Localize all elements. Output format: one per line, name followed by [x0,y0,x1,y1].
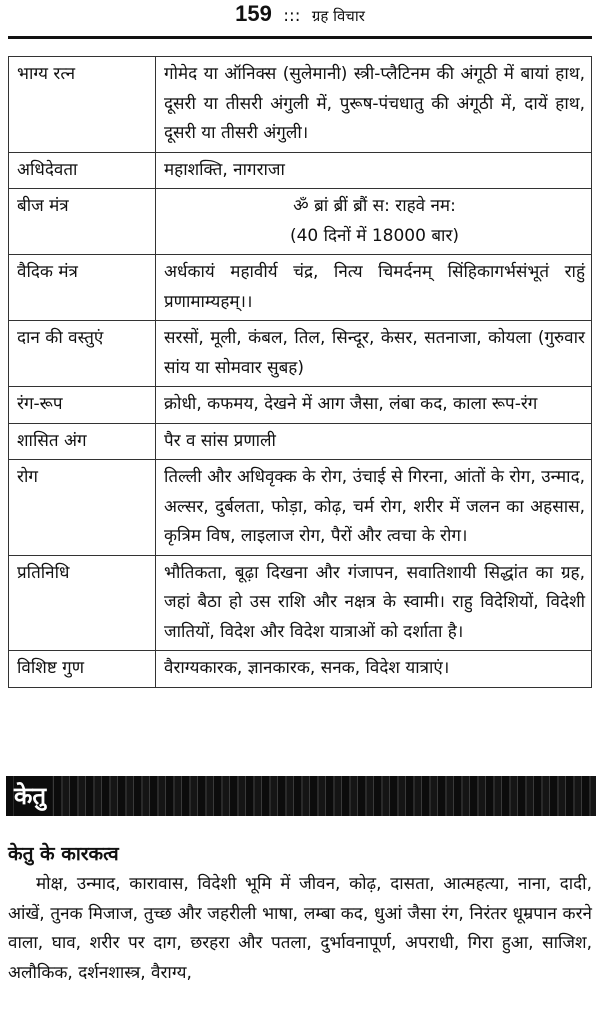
table-row [9,321,592,387]
row-value: गोमेद या ऑनिक्स (सुलेमानी) स्त्री-प्लैटिनम की अंगूठी में बायां हाथ, दूसरी या तीसरी अंगुली में, पुरूष-पंचधातु की अंगूठी में, दायें हाथ, दूसरी या तीसरी अंगुली। [156,57,592,153]
header-separator: ::: [283,6,301,26]
row-key: प्रतिनिधि [9,555,156,651]
row-key: रोग [9,460,156,556]
beej-mantra-count: (40 दिनों में 18000 बार) [289,225,460,246]
row-key: वैदिक मंत्र [9,255,156,321]
chapter-title: ग्रह विचार [311,7,365,25]
row-value: पैर व सांस प्रणाली [156,423,592,460]
row-key: दान की वस्तुएं [9,321,156,387]
row-value: अर्धकायं महावीर्य चंद्र, नित्य चिमर्दनम् सिंहिकागर्भसंभूतं राहुं प्रणामाम्यहम्।। [156,255,592,321]
beej-mantra-text: ॐ ब्रां ब्रीं ब्रौं स: राहवे नम: [293,196,456,216]
rahu-attributes-table [8,56,592,688]
row-value: वैराग्यकारक, ज्ञानकारक, सनक, विदेश यात्राएं। [156,651,592,688]
ketu-significations-paragraph: मोक्ष, उन्माद, कारावास, विदेशी भूमि में जीवन, कोढ़, दासता, आत्महत्या, नाना, दादी, आंखें, तुनक मिजाज, तुच्छ और जहरीली भाषा, लम्बा कद, धुआं जैसा रंग, निरंतर धूम्रपान करने वाला, घाव, शरीर पर दाग, छरहरा और पतला, दुर्भावनापूर्ण, अपराधी, गिरा हुआ, साजिश, अलौकिक, दर्शनशास्त्र, वैराग्य, [8,874,592,983]
row-key: विशिष्ट गुण [9,651,156,688]
table-row [9,460,592,556]
table-row [9,255,592,321]
page-header [8,0,592,39]
row-value: सरसों, मूली, कंबल, तिल, सिन्दूर, केसर, सतनाजा, कोयला (गुरुवार सांय या सोमवार सुबह) [156,321,592,387]
table-row [9,152,592,189]
section-banner [6,776,596,816]
row-key: भाग्य रत्न [9,57,156,153]
page-number: 159 [235,1,272,26]
subsection-heading: केतु के कारकत्व [8,843,119,865]
table-row [9,189,592,255]
table-row [9,387,592,424]
table-row [9,651,592,688]
row-key: शासित अंग [9,423,156,460]
row-value: भौतिकता, बूढ़ा दिखना और गंजापन, सवातिशायी सिद्धांत का ग्रह, जहां बैठा हो उस राशि और नक्षत्र के स्वामी। राहु विदेशियों, विदेशी जातियों, विदेश और विदेश यात्राओं को दर्शाता है। [156,555,592,651]
row-value [156,189,592,255]
table-row [9,423,592,460]
row-key: रंग-रूप [9,387,156,424]
row-value: महाशक्ति, नागराजा [156,152,592,189]
row-value: क्रोधी, कफमय, देखने में आग जैसा, लंबा कद, काला रूप-रंग [156,387,592,424]
row-key: अधिदेवता [9,152,156,189]
table-row [9,555,592,651]
table-row [9,57,592,153]
row-key: बीज मंत्र [9,189,156,255]
section-title: केतु [14,776,52,816]
row-value: तिल्ली और अधिवृक्क के रोग, उंचाई से गिरना, आंतों के रोग, उन्माद, अल्सर, दुर्बलता, फोड़ा, कोढ़, चर्म रोग, शरीर में जलन का अहसास, कृत्रिम विष, लाइलाज रोग, पैरों और त्वचा के रोग। [156,460,592,556]
